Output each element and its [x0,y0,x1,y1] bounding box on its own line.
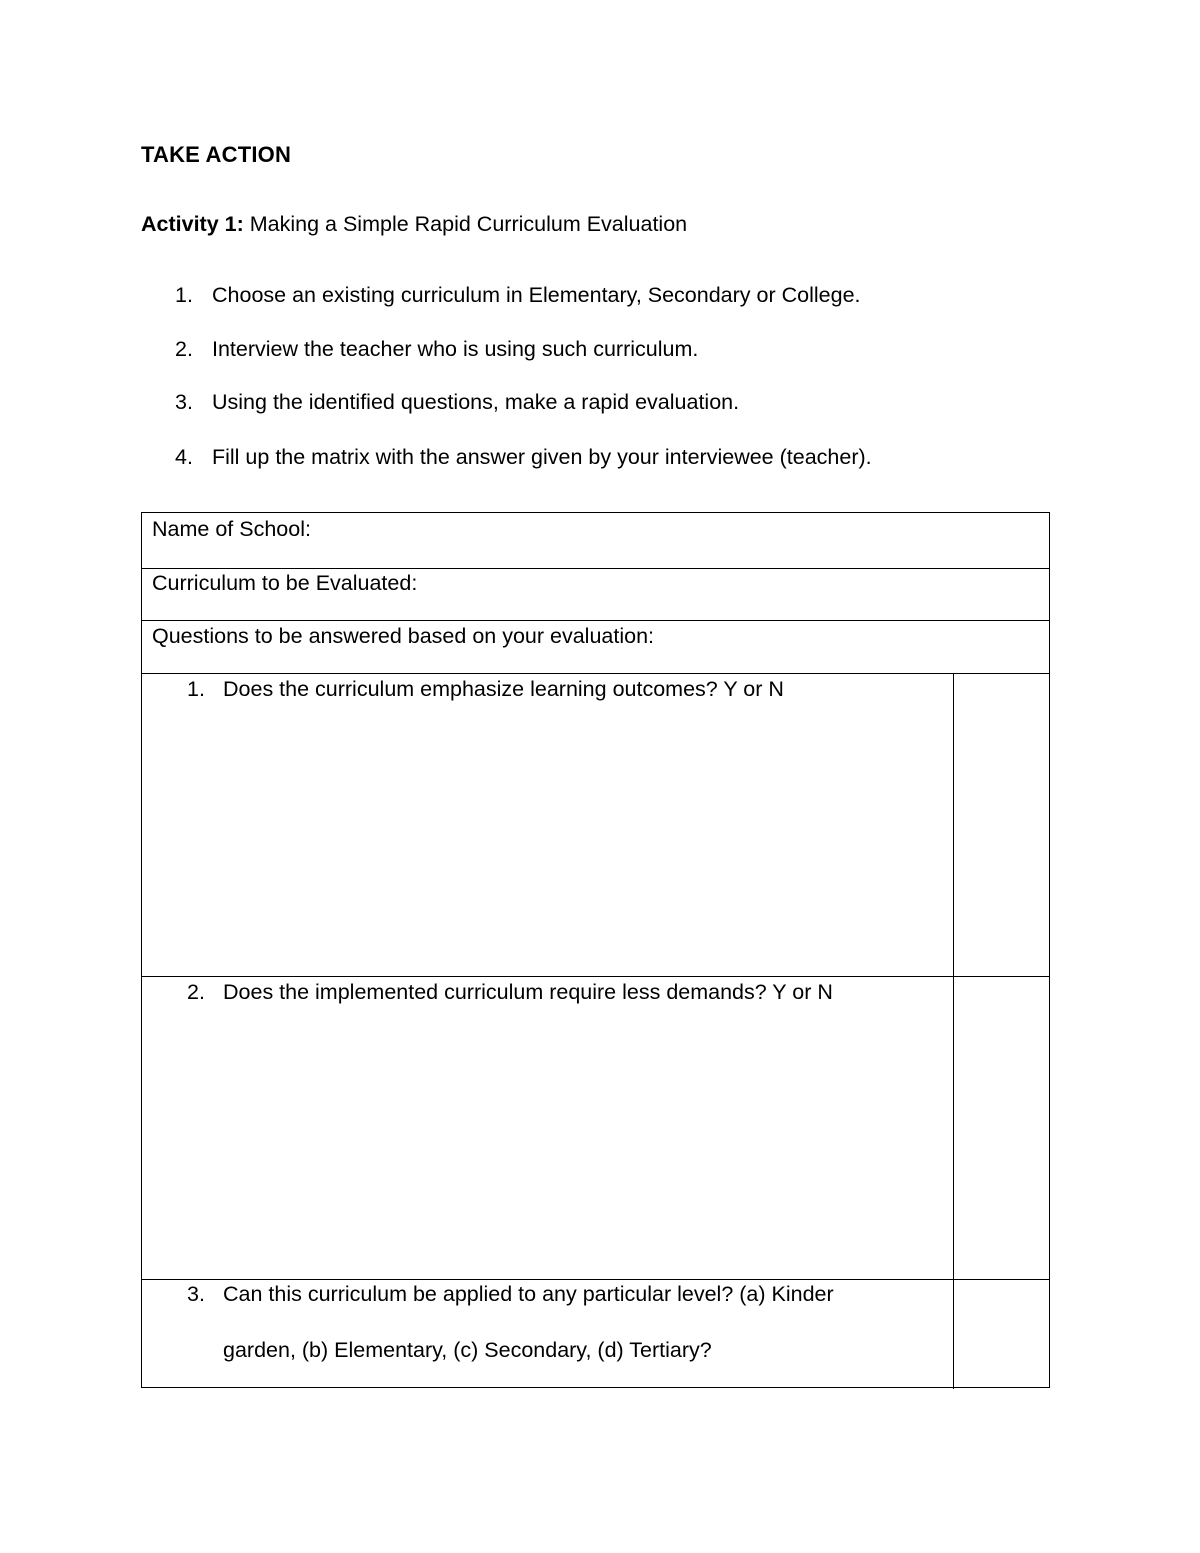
question-text-continued: garden, (b) Elementary, (c) Secondary, (d) Tertiary? [223,1338,712,1362]
row-divider [142,568,1049,569]
activity-label: Activity 1: [141,212,244,236]
instruction-item [175,337,698,362]
instruction-number: 1. [175,283,193,307]
instruction-number: 2. [175,337,193,361]
evaluation-matrix [141,512,1050,1388]
school-name-field[interactable]: Name of School: [152,517,311,541]
activity-title [141,212,687,237]
instruction-item [175,390,739,415]
question-item [187,677,784,702]
instruction-text: Choose an existing curriculum in Elementary, Secondary or College. [212,283,861,307]
answer-cell[interactable] [955,675,1049,975]
answer-cell[interactable] [955,1281,1049,1387]
instruction-item [175,283,861,308]
instruction-text: Interview the teacher who is using such curriculum. [212,337,699,361]
instruction-text: Fill up the matrix with the answer given by your interviewee (teacher). [212,445,872,469]
page-heading: TAKE ACTION [141,142,292,167]
answer-cell[interactable] [955,978,1049,1278]
row-divider [142,620,1049,621]
question-text: Does the curriculum emphasize learning outcomes? Y or N [223,677,784,701]
questions-heading: Questions to be answered based on your evaluation: [152,624,654,648]
activity-name: Making a Simple Rapid Curriculum Evaluation [249,212,688,236]
question-item [187,980,833,1005]
instruction-item [175,445,872,470]
question-item [187,1282,834,1362]
row-divider [142,1279,1049,1280]
curriculum-field[interactable]: Curriculum to be Evaluated: [152,571,418,595]
instruction-number: 4. [175,445,193,469]
answer-column-divider [953,673,954,1389]
question-text: Can this curriculum be applied to any particular level? (a) Kinder [223,1282,834,1306]
question-number: 2. [187,980,205,1004]
question-number: 1. [187,677,205,701]
question-text: Does the implemented curriculum require less demands? Y or N [223,980,833,1004]
question-number: 3. [187,1282,205,1306]
instruction-number: 3. [175,390,193,414]
instruction-text: Using the identified questions, make a rapid evaluation. [212,390,740,414]
row-divider [142,976,1049,977]
row-divider [142,673,1049,674]
